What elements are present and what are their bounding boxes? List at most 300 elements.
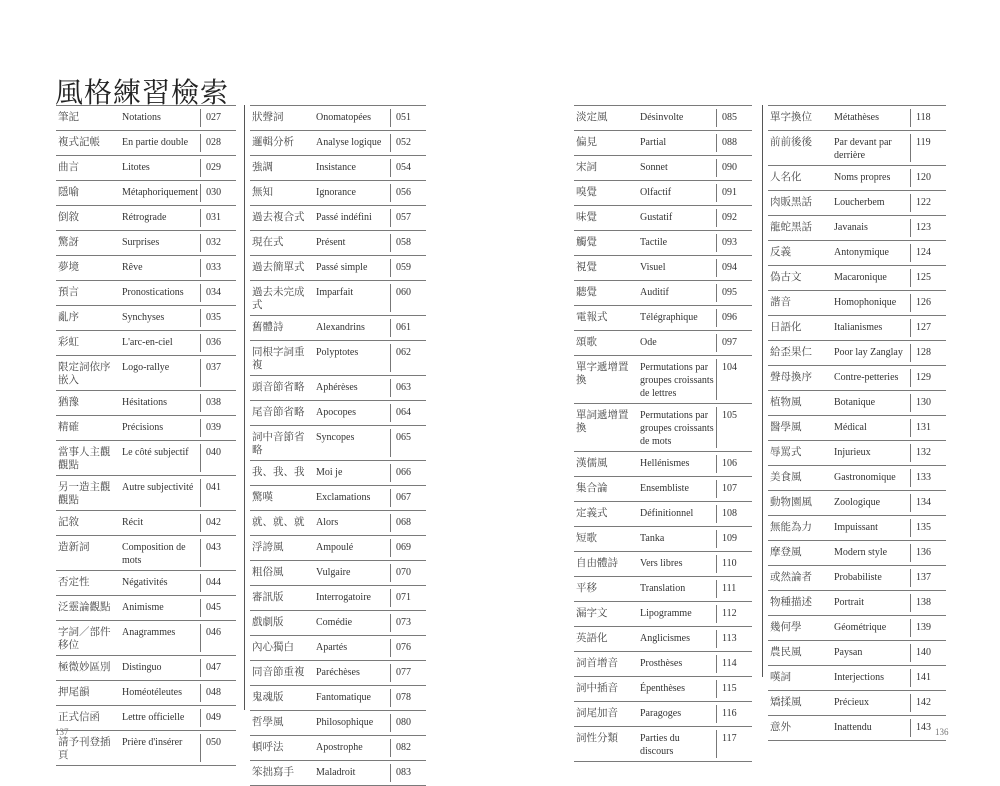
french-term: Javanais — [834, 222, 868, 233]
chinese-term: 幾何學 — [770, 621, 802, 633]
index-entry — [56, 180, 236, 205]
chinese-term: 無能為力 — [770, 521, 812, 533]
page-reference: 091 — [716, 184, 752, 202]
chinese-term: 平移 — [576, 582, 597, 594]
french-term: Rétrograde — [122, 212, 167, 223]
chinese-term: 聲母換序 — [770, 371, 812, 383]
index-column-2 — [250, 105, 426, 786]
chinese-term: 頭音節省略 — [252, 381, 305, 393]
index-entry — [250, 375, 426, 400]
chinese-term: 嘆詞 — [770, 671, 791, 683]
chinese-term: 給歪果仁 — [770, 346, 812, 358]
index-entry — [56, 705, 236, 730]
french-term: Contre-petteries — [834, 372, 899, 383]
chinese-term: 詞性分類 — [576, 732, 618, 744]
chinese-term: 觸覺 — [576, 236, 597, 248]
index-entry — [574, 601, 752, 626]
french-term: Notations — [122, 112, 161, 123]
index-entry — [574, 155, 752, 180]
chinese-term: 正式信函 — [58, 711, 100, 723]
french-term: Portrait — [834, 597, 864, 608]
chinese-term: 笨拙寫手 — [252, 766, 294, 778]
french-term: En partie double — [122, 137, 189, 148]
chinese-term: 驚嘆 — [252, 491, 273, 503]
page-reference: 097 — [716, 334, 752, 352]
french-term: Surprises — [122, 237, 160, 248]
index-entry — [768, 365, 946, 390]
french-term: Gastronomique — [834, 472, 896, 483]
page-reference: 039 — [200, 419, 236, 437]
french-term: Parties du discours — [640, 733, 680, 757]
french-term: Syncopes — [316, 432, 355, 443]
page-reference: 109 — [716, 530, 752, 548]
french-term: Anglicismes — [640, 633, 690, 644]
french-term: Hésitations — [122, 397, 167, 408]
index-entry — [574, 255, 752, 280]
page-reference: 077 — [390, 664, 426, 682]
french-term: Philosophique — [316, 717, 374, 728]
french-term: Médical — [834, 422, 867, 433]
page-reference: 104 — [716, 359, 752, 400]
french-term: Ensembliste — [640, 483, 689, 494]
page-reference: 046 — [200, 624, 236, 652]
index-entry — [768, 590, 946, 615]
chinese-term: 夢境 — [58, 261, 79, 273]
chinese-term: 日語化 — [770, 321, 802, 333]
french-term: Récit — [122, 517, 144, 528]
index-entry — [768, 665, 946, 690]
chinese-term: 鬼魂版 — [252, 691, 284, 703]
index-entry — [56, 155, 236, 180]
chinese-term: 物種描述 — [770, 596, 812, 608]
french-term: Composition de mots — [122, 542, 186, 566]
page-reference: 083 — [390, 764, 426, 782]
chinese-term: 偏見 — [576, 136, 597, 148]
page-reference: 059 — [390, 259, 426, 277]
index-entry — [574, 651, 752, 676]
index-entry — [250, 510, 426, 535]
page-reference: 090 — [716, 159, 752, 177]
chinese-term: 造新詞 — [58, 541, 90, 553]
french-term: Lettre officielle — [122, 712, 185, 723]
index-entry — [768, 290, 946, 315]
index-entry — [56, 440, 236, 475]
page-reference: 127 — [910, 319, 946, 337]
french-term: Par devant par derrière — [834, 137, 892, 161]
chinese-term: 字詞／部件移位 — [58, 626, 111, 651]
page-reference: 066 — [390, 464, 426, 482]
chinese-term: 前前後後 — [770, 136, 812, 148]
chinese-term: 摩登風 — [770, 546, 802, 558]
french-term: Homophonique — [834, 297, 897, 308]
page-reference: 051 — [390, 109, 426, 127]
page-reference: 131 — [910, 419, 946, 437]
french-term: Injurieux — [834, 447, 871, 458]
french-term: Désinvolte — [640, 112, 684, 123]
page-reference: 117 — [716, 730, 752, 758]
chinese-term: 筆記 — [58, 111, 79, 123]
chinese-term: 詞首增音 — [576, 657, 618, 669]
french-term: Apocopes — [316, 407, 356, 418]
index-entry — [56, 355, 236, 390]
french-term: Comédie — [316, 617, 353, 628]
page-reference: 030 — [200, 184, 236, 202]
index-entry — [250, 760, 426, 786]
page-reference: 037 — [200, 359, 236, 387]
index-entry — [56, 415, 236, 440]
index-entry — [250, 635, 426, 660]
french-term: Le côté subjectif — [122, 447, 189, 458]
chinese-term: 集合論 — [576, 482, 608, 494]
french-term: Métaphoriquement — [122, 187, 199, 198]
index-entry — [768, 190, 946, 215]
page-reference: 126 — [910, 294, 946, 312]
index-entry — [56, 475, 236, 510]
page-reference: 035 — [200, 309, 236, 327]
chinese-term: 強調 — [252, 161, 273, 173]
index-entry — [56, 570, 236, 595]
index-entry — [56, 280, 236, 305]
page-reference: 123 — [910, 219, 946, 237]
page-reference: 065 — [390, 429, 426, 457]
chinese-term: 邏輯分析 — [252, 136, 294, 148]
french-term: Présent — [316, 237, 346, 248]
french-term: Épenthèses — [640, 683, 685, 694]
chinese-term: 亂序 — [58, 311, 79, 323]
page-reference: 033 — [200, 259, 236, 277]
index-entry — [574, 451, 752, 476]
index-entry — [56, 390, 236, 415]
french-term: Logo-rallye — [122, 362, 170, 373]
french-term: Passé indéfini — [316, 212, 372, 223]
index-entry — [250, 425, 426, 460]
french-term: Vers libres — [640, 558, 683, 569]
french-term: Antonymique — [834, 247, 889, 258]
index-entry — [250, 340, 426, 375]
index-entry — [574, 105, 752, 130]
chinese-term: 審訊版 — [252, 591, 284, 603]
page-reference: 052 — [390, 134, 426, 152]
index-entry — [768, 690, 946, 715]
page-reference: 113 — [716, 630, 752, 648]
chinese-term: 頌歌 — [576, 336, 597, 348]
index-entry — [56, 255, 236, 280]
index-entry — [574, 676, 752, 701]
page-reference: 069 — [390, 539, 426, 557]
index-entry — [574, 476, 752, 501]
page-reference: 049 — [200, 709, 236, 727]
chinese-term: 過去未完成式 — [252, 286, 305, 311]
chinese-term: 浮誇風 — [252, 541, 284, 553]
index-entry — [56, 330, 236, 355]
index-entry — [250, 685, 426, 710]
french-term: Ampoulé — [316, 542, 354, 553]
french-term: Exclamations — [316, 492, 371, 503]
chinese-term: 美食風 — [770, 471, 802, 483]
index-entry — [250, 155, 426, 180]
index-entry — [250, 180, 426, 205]
chinese-term: 淡定風 — [576, 111, 608, 123]
page-reference: 042 — [200, 514, 236, 532]
chinese-term: 預言 — [58, 286, 79, 298]
index-entry — [768, 265, 946, 290]
chinese-term: 聽覺 — [576, 286, 597, 298]
index-column-3 — [574, 105, 752, 762]
page-reference: 050 — [200, 734, 236, 762]
page-reference: 132 — [910, 444, 946, 462]
chinese-term: 漢儒風 — [576, 457, 608, 469]
page-reference: 047 — [200, 659, 236, 677]
french-term: Olfactif — [640, 187, 672, 198]
french-term: Poor lay Zanglay — [834, 347, 903, 358]
index-entry — [56, 595, 236, 620]
chinese-term: 肉販黑話 — [770, 196, 812, 208]
page-reference: 118 — [910, 109, 946, 127]
french-term: Interrogatoire — [316, 592, 371, 603]
french-term: Ignorance — [316, 187, 356, 198]
page-reference: 034 — [200, 284, 236, 302]
page-reference: 028 — [200, 134, 236, 152]
french-term: Définitionnel — [640, 508, 694, 519]
index-entry — [574, 205, 752, 230]
page-reference: 124 — [910, 244, 946, 262]
chinese-term: 過去複合式 — [252, 211, 305, 223]
index-entry — [250, 230, 426, 255]
page-reference: 130 — [910, 394, 946, 412]
index-entry — [768, 440, 946, 465]
french-term: Alexandrins — [316, 322, 365, 333]
chinese-term: 無知 — [252, 186, 273, 198]
column-divider — [244, 105, 245, 710]
chinese-term: 尾音節省略 — [252, 406, 305, 418]
page-reference: 048 — [200, 684, 236, 702]
page-reference: 041 — [200, 479, 236, 507]
page-reference: 043 — [200, 539, 236, 567]
chinese-term: 味覺 — [576, 211, 597, 223]
chinese-term: 猶豫 — [58, 396, 79, 408]
chinese-term: 彩虹 — [58, 336, 79, 348]
page-reference: 067 — [390, 489, 426, 507]
chinese-term: 動物園風 — [770, 496, 812, 508]
page-reference: 136 — [910, 544, 946, 562]
page-reference: 095 — [716, 284, 752, 302]
french-term: Macaronique — [834, 272, 887, 283]
page-reference: 138 — [910, 594, 946, 612]
french-term: Imparfait — [316, 287, 354, 298]
index-entry — [574, 305, 752, 330]
chinese-term: 單字換位 — [770, 111, 812, 123]
chinese-term: 頓呼法 — [252, 741, 284, 753]
french-term: Analyse logique — [316, 137, 382, 148]
chinese-term: 漏字文 — [576, 607, 608, 619]
chinese-term: 哲學風 — [252, 716, 284, 728]
page-reference: 125 — [910, 269, 946, 287]
index-entry — [768, 340, 946, 365]
index-entry — [56, 655, 236, 680]
chinese-term: 精確 — [58, 421, 79, 433]
french-term: Gustatif — [640, 212, 673, 223]
french-term: Télégraphique — [640, 312, 698, 323]
index-entry — [574, 626, 752, 651]
french-term: Tanka — [640, 533, 665, 544]
french-term: L'arc-en-ciel — [122, 337, 173, 348]
page-reference: 129 — [910, 369, 946, 387]
index-entry — [56, 205, 236, 230]
french-term: Alors — [316, 517, 339, 528]
french-term: Lipogramme — [640, 608, 692, 619]
french-term: Paysan — [834, 647, 863, 658]
page-reference: 073 — [390, 614, 426, 632]
chinese-term: 視覺 — [576, 261, 597, 273]
page-reference: 134 — [910, 494, 946, 512]
french-term: Anagrammes — [122, 627, 176, 638]
page-reference: 031 — [200, 209, 236, 227]
index-entry — [574, 526, 752, 551]
index-entry — [768, 565, 946, 590]
french-term: Passé simple — [316, 262, 368, 273]
page-reference: 029 — [200, 159, 236, 177]
french-term: Loucherbem — [834, 197, 885, 208]
french-term: Autre subjectivité — [122, 482, 194, 493]
page-reference: 128 — [910, 344, 946, 362]
index-entry — [250, 485, 426, 510]
french-term: Apostrophe — [316, 742, 363, 753]
index-entry — [768, 490, 946, 515]
page-reference: 094 — [716, 259, 752, 277]
chinese-term: 英語化 — [576, 632, 608, 644]
french-term: Précieux — [834, 697, 869, 708]
index-entry — [250, 400, 426, 425]
french-term: Sonnet — [640, 162, 668, 173]
chinese-term: 醫學風 — [770, 421, 802, 433]
index-entry — [250, 255, 426, 280]
chinese-term: 我、我、我 — [252, 466, 305, 478]
chinese-term: 短歌 — [576, 532, 597, 544]
index-entry — [574, 576, 752, 601]
page-reference: 057 — [390, 209, 426, 227]
chinese-term: 複式記帳 — [58, 136, 100, 148]
index-entry — [56, 230, 236, 255]
page-reference: 122 — [910, 194, 946, 212]
french-term: Probabiliste — [834, 572, 882, 583]
page-reference: 027 — [200, 109, 236, 127]
french-term: Tactile — [640, 237, 668, 248]
chinese-term: 驚訝 — [58, 236, 79, 248]
french-term: Onomatopées — [316, 112, 371, 123]
page-reference: 080 — [390, 714, 426, 732]
french-term: Visuel — [640, 262, 666, 273]
chinese-term: 偽古文 — [770, 271, 802, 283]
french-term: Botanique — [834, 397, 876, 408]
chinese-term: 倒敘 — [58, 211, 79, 223]
page-reference: 105 — [716, 407, 752, 448]
french-term: Partial — [640, 137, 667, 148]
page-reference: 120 — [910, 169, 946, 187]
page-reference: 143 — [910, 719, 946, 737]
french-term: Interjections — [834, 672, 884, 683]
french-term: Inattendu — [834, 722, 872, 733]
chinese-term: 記敘 — [58, 516, 79, 528]
french-term: Synchyses — [122, 312, 165, 323]
index-entry — [250, 535, 426, 560]
page-reference: 064 — [390, 404, 426, 422]
index-entry — [574, 403, 752, 451]
page-reference: 133 — [910, 469, 946, 487]
index-entry — [56, 105, 236, 130]
page-reference: 137 — [910, 569, 946, 587]
page-reference: 038 — [200, 394, 236, 412]
chinese-term: 現在式 — [252, 236, 284, 248]
french-term: Pronostications — [122, 287, 184, 298]
page-reference: 085 — [716, 109, 752, 127]
index-entry — [250, 460, 426, 485]
chinese-term: 泛靈論觀點 — [58, 601, 111, 613]
page-reference: 093 — [716, 234, 752, 252]
french-term: Moi je — [316, 467, 343, 478]
chinese-term: 辱罵式 — [770, 446, 802, 458]
page-reference: 092 — [716, 209, 752, 227]
french-term: Précisions — [122, 422, 164, 433]
index-entry — [574, 280, 752, 305]
page-reference: 111 — [716, 580, 752, 598]
index-entry — [768, 130, 946, 165]
index-entry — [250, 585, 426, 610]
page-reference: 115 — [716, 680, 752, 698]
chinese-term: 戲劇版 — [252, 616, 284, 628]
page-reference: 108 — [716, 505, 752, 523]
index-entry — [56, 620, 236, 655]
index-entry — [56, 305, 236, 330]
french-term: Auditif — [640, 287, 669, 298]
index-entry — [250, 610, 426, 635]
french-term: Métathèses — [834, 112, 879, 123]
page-reference: 054 — [390, 159, 426, 177]
page-reference: 106 — [716, 455, 752, 473]
page-reference: 082 — [390, 739, 426, 757]
french-term: Italianismes — [834, 322, 883, 333]
index-column-1 — [56, 105, 236, 766]
page-reference: 063 — [390, 379, 426, 397]
index-entry — [574, 726, 752, 762]
french-term: Insistance — [316, 162, 356, 173]
page-reference: 044 — [200, 574, 236, 592]
page-reference: 045 — [200, 599, 236, 617]
page-reference: 088 — [716, 134, 752, 152]
french-term: Maladroit — [316, 767, 356, 778]
page-reference: 036 — [200, 334, 236, 352]
page-reference: 040 — [200, 444, 236, 472]
chinese-term: 同根字詞重複 — [252, 346, 305, 371]
index-entry — [250, 660, 426, 685]
index-entry — [250, 710, 426, 735]
french-term: Modern style — [834, 547, 888, 558]
page-reference: 139 — [910, 619, 946, 637]
page-reference: 056 — [390, 184, 426, 202]
page-reference: 141 — [910, 669, 946, 687]
french-term: Distinguo — [122, 662, 162, 673]
index-entry — [574, 501, 752, 526]
chinese-term: 詞尾加音 — [576, 707, 618, 719]
page-reference: 061 — [390, 319, 426, 337]
chinese-term: 曲言 — [58, 161, 79, 173]
index-entry — [250, 560, 426, 585]
index-entry — [574, 701, 752, 726]
index-entry — [574, 330, 752, 355]
index-entry — [56, 535, 236, 570]
index-entry — [250, 205, 426, 230]
chinese-term: 龍蛇黑話 — [770, 221, 812, 233]
chinese-term: 極微妙區別 — [58, 661, 111, 673]
